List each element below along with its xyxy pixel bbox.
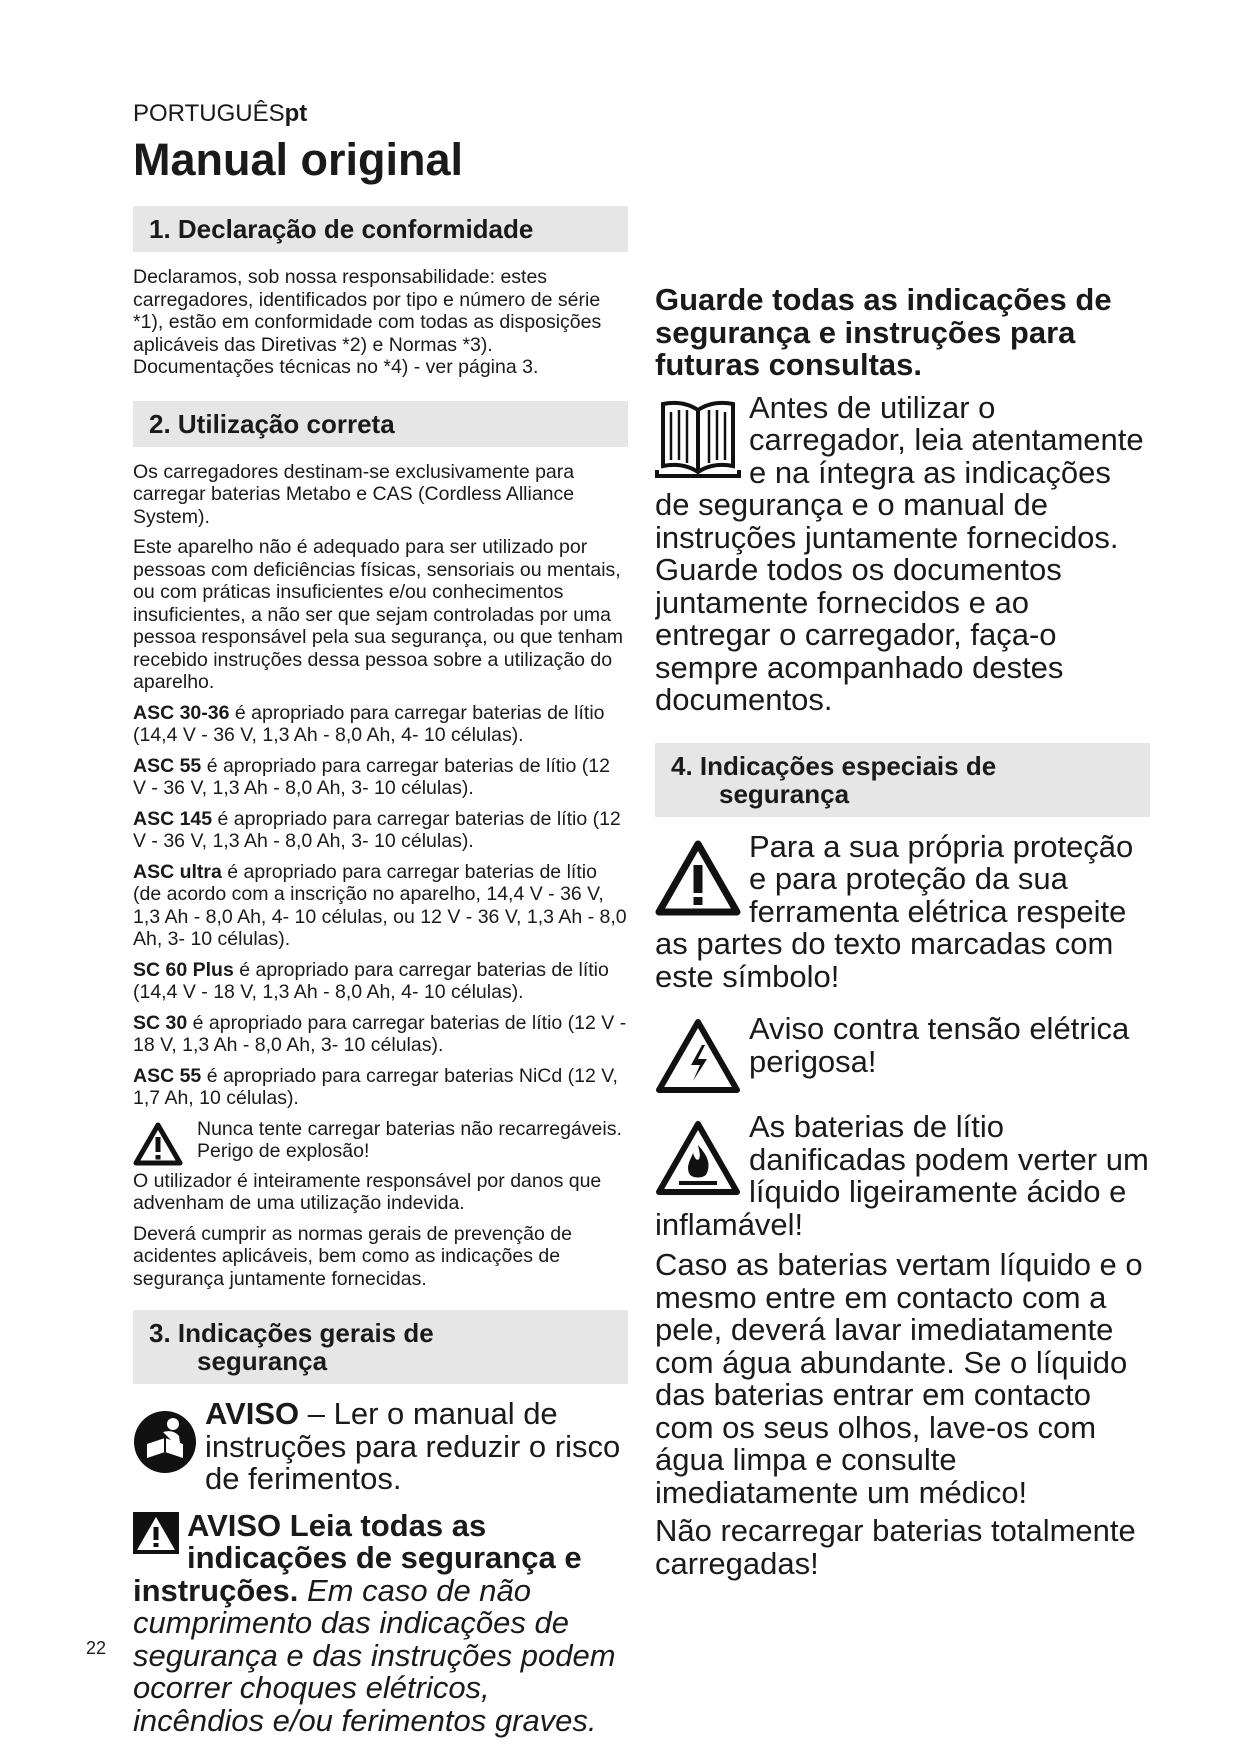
model-text: é apropriado para carregar baterias de lítio (12 V - 18 V, 1,3 Ah - 8,0 Ah, 3- 10 células). bbox=[133, 1011, 627, 1056]
model-SC-30 bbox=[133, 1012, 628, 1057]
model-name: ASC ultra bbox=[133, 860, 222, 883]
aviso2-bold: AVISO Leia todas as indicações de segurança e instruções. bbox=[133, 1507, 582, 1608]
model-name: SC 30 bbox=[133, 1011, 188, 1034]
fire-warning-block bbox=[655, 1111, 1150, 1241]
aviso-text: – Ler o manual de instruções para reduzir o risco de ferimentos. bbox=[205, 1398, 621, 1496]
model-ASC-55 bbox=[133, 755, 628, 800]
high-voltage-icon bbox=[655, 1017, 741, 1095]
model-name: SC 60 Plus bbox=[133, 958, 234, 981]
page-title: Manual original bbox=[133, 134, 464, 185]
language-name: PORTUGUÊS bbox=[133, 100, 285, 127]
model-text: é apropriado para carregar baterias de lítio (de acordo com a inscrição no aparelho, 14,4 V - 36 V, 1,3 Ah - 8,0 Ah, 4- 10 células, ou 12 V - 36 V, 1,3 Ah - 8,0 Ah, 3- 10 células). bbox=[133, 860, 627, 950]
section-4-heading bbox=[655, 743, 1150, 817]
explosion-warning-text: Nunca tente carregar baterias não recarregáveis. Perigo de explosão! bbox=[197, 1117, 622, 1162]
section-2-heading: 2. Utilização correta bbox=[133, 401, 628, 447]
keep-instructions: Guarde todas as indicações de segurança e instruções para futuras consultas. bbox=[655, 282, 1112, 382]
read-manual-icon bbox=[133, 1410, 197, 1474]
read-all-warning bbox=[133, 1507, 628, 1738]
model-name: ASC 55 bbox=[133, 1064, 202, 1087]
section-1-heading: 1. Declaração de conformidade bbox=[133, 206, 628, 252]
model-text: é apropriado para carregar baterias de lítio (12 V - 36 V, 1,3 Ah - 8,0 Ah, 3- 10 células). bbox=[133, 807, 621, 852]
voltage-warning-block bbox=[655, 1013, 1150, 1095]
usage-paragraph-4: Deverá cumprir as normas gerais de prevenção de acidentes aplicáveis, bem como as indicações de segurança juntamente fornecidas. bbox=[133, 1222, 572, 1290]
warning-triangle-icon bbox=[655, 839, 741, 917]
section-4-heading-line1: 4. Indicações especiais de bbox=[671, 750, 997, 781]
model-name: ASC 145 bbox=[133, 807, 213, 830]
read-manual-text bbox=[133, 1398, 628, 1496]
flammable-icon bbox=[655, 1119, 741, 1197]
usage-paragraph-3: O utilizador é inteiramente responsável por danos que advenham de uma utilização indevida. bbox=[133, 1169, 602, 1214]
section-3-heading bbox=[133, 1310, 628, 1384]
usage-paragraph-1: Os carregadores destinam-se exclusivamente para carregar baterias Metabo e CAS (Cordless Alliance System). bbox=[133, 460, 575, 528]
page-number: 22 bbox=[86, 1638, 107, 1658]
fire-warning-text: As baterias de lítio danificadas podem verter um líquido ligeiramente ácido e inflamável! bbox=[655, 1111, 1149, 1241]
usage-paragraph-2: Este aparelho não é adequado para ser utilizado por pessoas com deficiências físicas, sensoriais ou mentais, ou com práticas insuficientes e/ou conhecimentos insuficientes, a não ser que sejam controladas por uma pessoa responsável pela sua segurança, ou que tenham recebido instruções dessa pessoa sobre a utilização do aparelho. bbox=[133, 536, 624, 693]
model-text: é apropriado para carregar baterias de lítio (14,4 V - 18 V, 1,3 Ah - 8,0 Ah, 4- 10 células). bbox=[133, 958, 609, 1003]
book-block bbox=[655, 392, 1150, 717]
section-3-heading-line2: segurança bbox=[197, 1346, 328, 1376]
read-all-text bbox=[133, 1507, 628, 1738]
warning-triangle-icon bbox=[133, 1512, 179, 1554]
section-3-heading-line1: 3. Indicações gerais de bbox=[149, 1318, 434, 1348]
book-icon bbox=[655, 398, 741, 480]
conformity-text: Declaramos, sob nossa responsabilidade: estes carregadores, identificados por tipo e número de série *1), estão em conformidade com todas as disposições aplicáveis das Diretivas *2) e Normas *3). Documentações técnicas no *4) - ver página 3. bbox=[133, 266, 602, 378]
model-name: ASC 55 bbox=[133, 754, 202, 777]
right-column bbox=[655, 206, 1150, 1586]
language-label bbox=[133, 100, 307, 128]
general-warning-block bbox=[655, 831, 1150, 994]
aviso2-italic: Em caso de não cumprimento das indicações de segurança e das instruções podem ocorrer choques elétricos, incêndios e/ou ferimentos graves. bbox=[133, 1572, 616, 1738]
explosion-warning bbox=[133, 1118, 628, 1166]
book-text: Antes de utilizar o carregador, leia atentamente e na íntegra as indicações de segurança e o manual de instruções juntamente fornecidos. Guarde todos os documentos juntamente fornecidos e ao entregar o carregador, faça-o sempre acompanhado destes documentos. bbox=[655, 391, 1144, 717]
model-text: é apropriado para carregar baterias de lítio (14,4 V - 36 V, 1,3 Ah - 8,0 Ah, 4- 10 células). bbox=[133, 701, 605, 746]
leak-instructions: Caso as baterias vertam líquido e o mesmo entre em contacto com a pele, deverá lavar imediatamente com água abundante. Se o líquido das baterias entrar em contacto com os seus olhos, lave-os com água limpa e consulte imediatamente um médico! bbox=[655, 1247, 1143, 1510]
model-SC-60-Plus bbox=[133, 959, 628, 1004]
aviso-label: AVISO bbox=[205, 1398, 300, 1431]
model-ASC-30-36 bbox=[133, 702, 628, 747]
model-ASC-ultra bbox=[133, 861, 628, 951]
model-ASC-145 bbox=[133, 808, 628, 853]
general-warning-text: Para a sua própria proteção e para proteção da sua ferramenta elétrica respeite as partes do texto marcadas com este símbolo! bbox=[655, 830, 1134, 993]
read-manual-warning bbox=[133, 1398, 628, 1496]
left-column bbox=[133, 206, 628, 1737]
warning-triangle-icon bbox=[133, 1122, 183, 1166]
model-name: ASC 30-36 bbox=[133, 701, 230, 724]
voltage-warning-text: Aviso contra tensão elétrica perigosa! bbox=[749, 1013, 1130, 1079]
language-code: pt bbox=[284, 100, 308, 127]
model-ASC-55-NiCd bbox=[133, 1065, 628, 1110]
model-text: é apropriado para carregar baterias de lítio (12 V - 36 V, 1,3 Ah - 8,0 Ah, 3- 10 células). bbox=[133, 754, 610, 799]
model-text: é apropriado para carregar baterias NiCd (12 V, 1,7 Ah, 10 células). bbox=[133, 1064, 618, 1109]
section-4-heading-line2: segurança bbox=[719, 778, 850, 809]
no-recharge-text: Não recarregar baterias totalmente carregadas! bbox=[655, 1513, 1136, 1581]
